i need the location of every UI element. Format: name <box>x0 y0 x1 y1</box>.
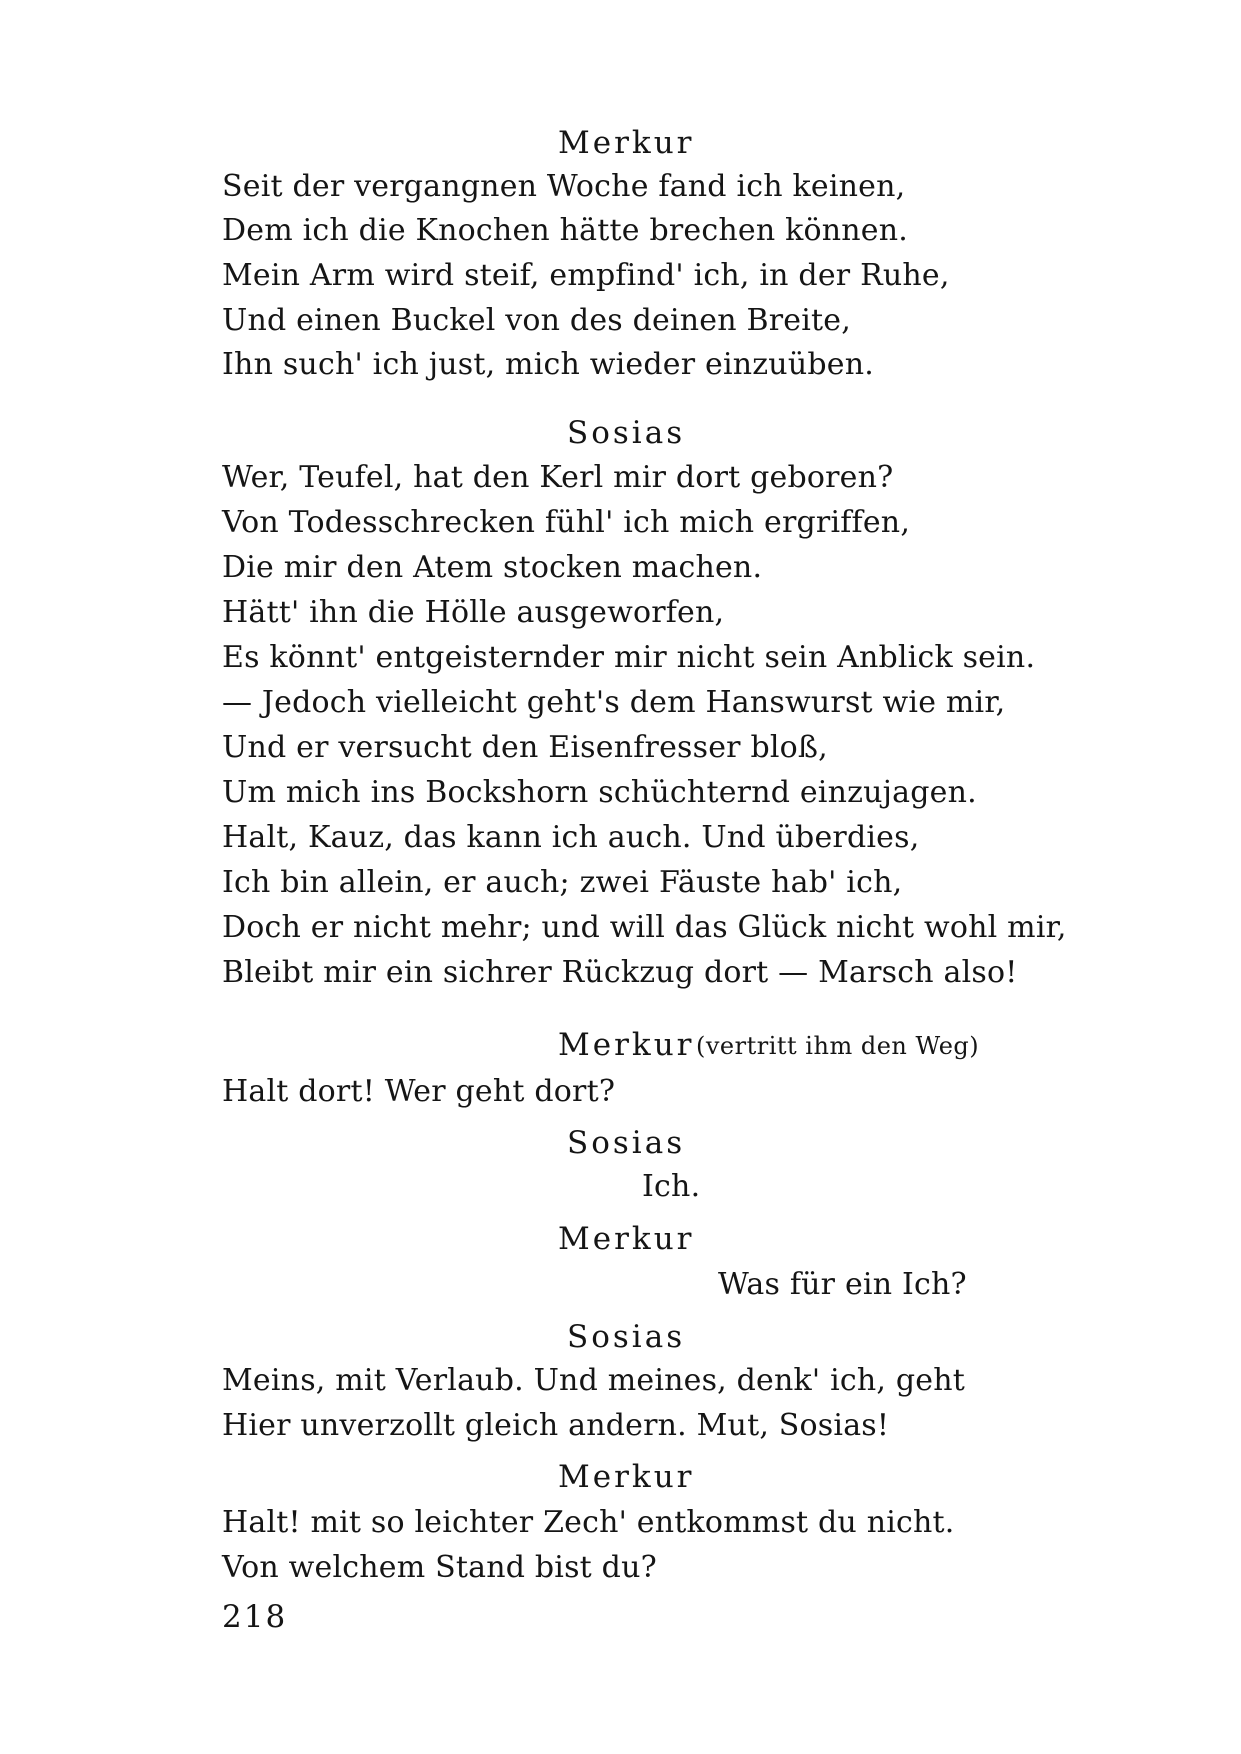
verse-line: Hätt' ihn die Hölle ausgeworfen, <box>222 595 725 630</box>
speaker-name: Merkur <box>558 1459 695 1495</box>
verse-line: Dem ich die Knochen hätte brechen können. <box>222 213 908 248</box>
verse-line: Ihn such' ich just, mich wieder einzuüben. <box>222 347 874 382</box>
verse-line: Es könnt' entgeisternder mir nicht sein Anblick sein. <box>222 640 1036 675</box>
verse-line: Von Todesschrecken fühl' ich mich ergriffen, <box>222 505 911 540</box>
speaker-name: Sosias <box>567 1319 686 1355</box>
verse-line: Von welchem Stand bist du? <box>222 1550 657 1585</box>
verse-line: Wer, Teufel, hat den Kerl mir dort geboren? <box>222 460 894 495</box>
verse-line: Mein Arm wird steif, empfind' ich, in der Ruhe, <box>222 258 950 293</box>
verse-line: Ich. <box>642 1169 701 1204</box>
speaker-name: Merkur <box>558 1221 695 1257</box>
verse-line: Halt dort! Wer geht dort? <box>222 1074 616 1109</box>
verse-line: — Jedoch vielleicht geht's dem Hanswurst wie mir, <box>222 685 1006 720</box>
verse-line: Und einen Buckel von des deinen Breite, <box>222 303 851 338</box>
verse-line: Hier unverzollt gleich andern. Mut, Sosias! <box>222 1408 890 1443</box>
verse-line: Ich bin allein, er auch; zwei Fäuste hab' ich, <box>222 865 903 900</box>
page-number: 218 <box>222 1599 288 1635</box>
verse-line: Halt, Kauz, das kann ich auch. Und überdies, <box>222 820 920 855</box>
speaker-name: Merkur <box>558 1027 695 1063</box>
verse-line: Meins, mit Verlaub. Und meines, denk' ich, geht <box>222 1363 966 1398</box>
speaker-name: Merkur <box>558 125 695 161</box>
verse-line: Um mich ins Bockshorn schüchternd einzujagen. <box>222 775 977 810</box>
verse-line: Und er versucht den Eisenfresser bloß, <box>222 730 828 765</box>
verse-line: Bleibt mir ein sichrer Rückzug dort — Marsch also! <box>222 955 1018 990</box>
verse-line: Was für ein Ich? <box>718 1267 967 1302</box>
speaker-name: Sosias <box>567 1125 686 1161</box>
verse-line: Die mir den Atem stocken machen. <box>222 550 763 585</box>
verse-line: Seit der vergangnen Woche fand ich keinen, <box>222 169 906 204</box>
stage-direction: (vertritt ihm den Weg) <box>696 1032 980 1060</box>
speaker-name: Sosias <box>567 415 686 451</box>
verse-line: Doch er nicht mehr; und will das Glück nicht wohl mir, <box>222 910 1067 945</box>
verse-line: Halt! mit so leichter Zech' entkommst du nicht. <box>222 1505 955 1540</box>
